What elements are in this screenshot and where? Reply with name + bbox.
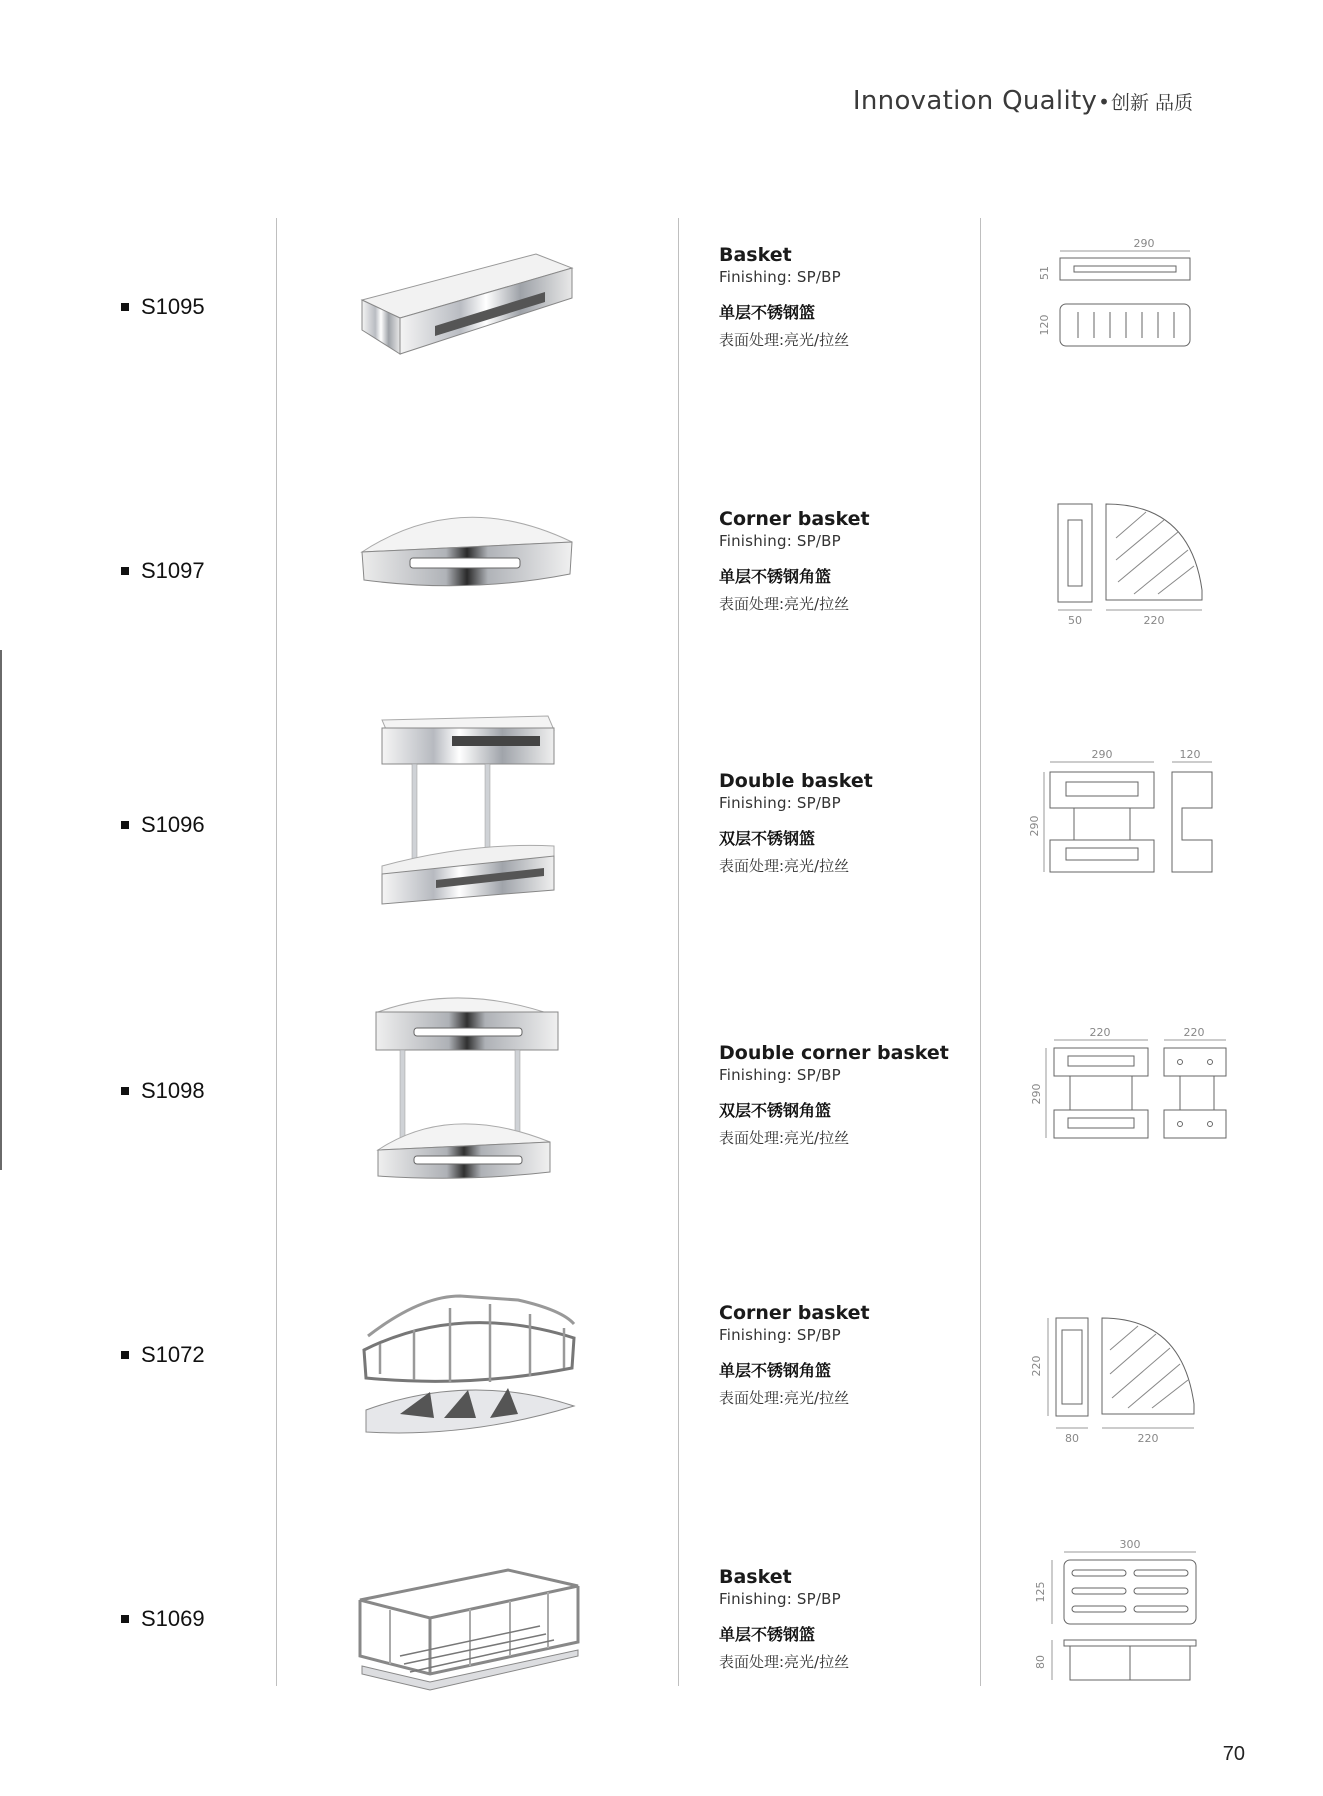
dim-label: 220 [1030, 1355, 1043, 1377]
product-row-s1096 [0, 700, 1323, 966]
product-finishing: Finishing: SP/BP [719, 268, 841, 286]
product-name: Basket [719, 1566, 792, 1588]
product-finishing-zh: 表面处理:亮光/拉丝 [719, 1653, 850, 1671]
product-code: S1098 [121, 1078, 205, 1104]
bullet-icon [121, 567, 129, 575]
product-code: S1072 [121, 1342, 205, 1368]
header-title-en: Innovation Quality [852, 86, 1098, 116]
page-number: 70 [1222, 1743, 1245, 1765]
product-name-zh: 双层不锈钢篮 [719, 829, 816, 848]
product-name-zh: 单层不锈钢角篮 [719, 567, 832, 586]
product-name-zh: 单层不锈钢角篮 [719, 1361, 832, 1380]
dim-label: 300 [1119, 1538, 1141, 1551]
product-description [719, 770, 979, 876]
product-name: Corner basket [719, 1302, 870, 1324]
dim-label: 120 [1038, 314, 1051, 336]
header-separator: • [1098, 90, 1110, 114]
dim-label: 80 [1065, 1432, 1079, 1445]
bullet-icon [121, 1087, 129, 1095]
dim-label: 120 [1179, 748, 1201, 761]
dimension-drawing [1030, 1026, 1260, 1266]
dim-label: 290 [1028, 815, 1041, 837]
dim-label: 220 [1143, 614, 1165, 627]
product-finishing: Finishing: SP/BP [719, 794, 841, 812]
product-finishing-zh: 表面处理:亮光/拉丝 [719, 1129, 850, 1147]
dim-label: 80 [1034, 1655, 1047, 1669]
product-row-s1098 [0, 992, 1323, 1258]
product-finishing-zh: 表面处理:亮光/拉丝 [719, 595, 850, 613]
product-photo-double-basket [340, 706, 600, 946]
dimension-drawing [1030, 218, 1260, 458]
dim-label: 220 [1089, 1026, 1111, 1039]
dim-label: 220 [1183, 1026, 1205, 1039]
dim-label: 220 [1137, 1432, 1159, 1445]
product-row-s1069 [0, 1516, 1323, 1782]
product-name-zh: 双层不锈钢角篮 [719, 1101, 832, 1120]
product-name: Corner basket [719, 508, 870, 530]
product-photo-corner-basket [340, 482, 600, 722]
product-code: S1097 [121, 558, 205, 584]
product-photo-double-corner-basket [340, 982, 600, 1222]
bullet-icon [121, 821, 129, 829]
dimension-drawing [1030, 482, 1260, 722]
dim-label: 290 [1091, 748, 1113, 761]
dim-label: 50 [1068, 614, 1082, 627]
product-finishing-zh: 表面处理:亮光/拉丝 [719, 1389, 850, 1407]
product-description [719, 244, 979, 350]
product-name: Double basket [719, 770, 873, 792]
product-description [719, 1042, 979, 1148]
product-finishing: Finishing: SP/BP [719, 1066, 841, 1084]
bullet-icon [121, 1615, 129, 1623]
product-code: S1096 [121, 812, 205, 838]
product-finishing: Finishing: SP/BP [719, 1326, 841, 1344]
product-name: Basket [719, 244, 792, 266]
product-name-zh: 单层不锈钢篮 [719, 303, 816, 322]
product-code: S1095 [121, 294, 205, 320]
bullet-icon [121, 1351, 129, 1359]
dim-label: 125 [1034, 1581, 1047, 1603]
product-finishing: Finishing: SP/BP [719, 532, 841, 550]
header-title-zh: 创新 品质 [1110, 92, 1193, 114]
product-finishing-zh: 表面处理:亮光/拉丝 [719, 331, 850, 349]
dim-label: 290 [1030, 1083, 1043, 1105]
product-photo-wire-basket [340, 1506, 600, 1746]
product-photo-wire-corner-basket [340, 1242, 600, 1482]
product-photo-basket [340, 218, 600, 458]
product-code: S1069 [121, 1606, 205, 1632]
page-header [853, 86, 1193, 116]
dimension-drawing [1030, 748, 1260, 988]
dimension-drawing [1030, 1534, 1260, 1774]
dimension-drawing [1030, 1306, 1260, 1546]
product-name: Double corner basket [719, 1042, 949, 1064]
product-finishing: Finishing: SP/BP [719, 1590, 841, 1608]
dim-label: 51 [1038, 266, 1051, 280]
product-row-s1072 [0, 1252, 1323, 1518]
bullet-icon [121, 303, 129, 311]
product-name-zh: 单层不锈钢篮 [719, 1625, 816, 1644]
product-description [719, 1566, 979, 1672]
product-row-s1095 [0, 218, 1323, 484]
product-description [719, 1302, 979, 1408]
product-description [719, 508, 979, 614]
product-finishing-zh: 表面处理:亮光/拉丝 [719, 857, 850, 875]
dim-label: 290 [1133, 237, 1155, 250]
